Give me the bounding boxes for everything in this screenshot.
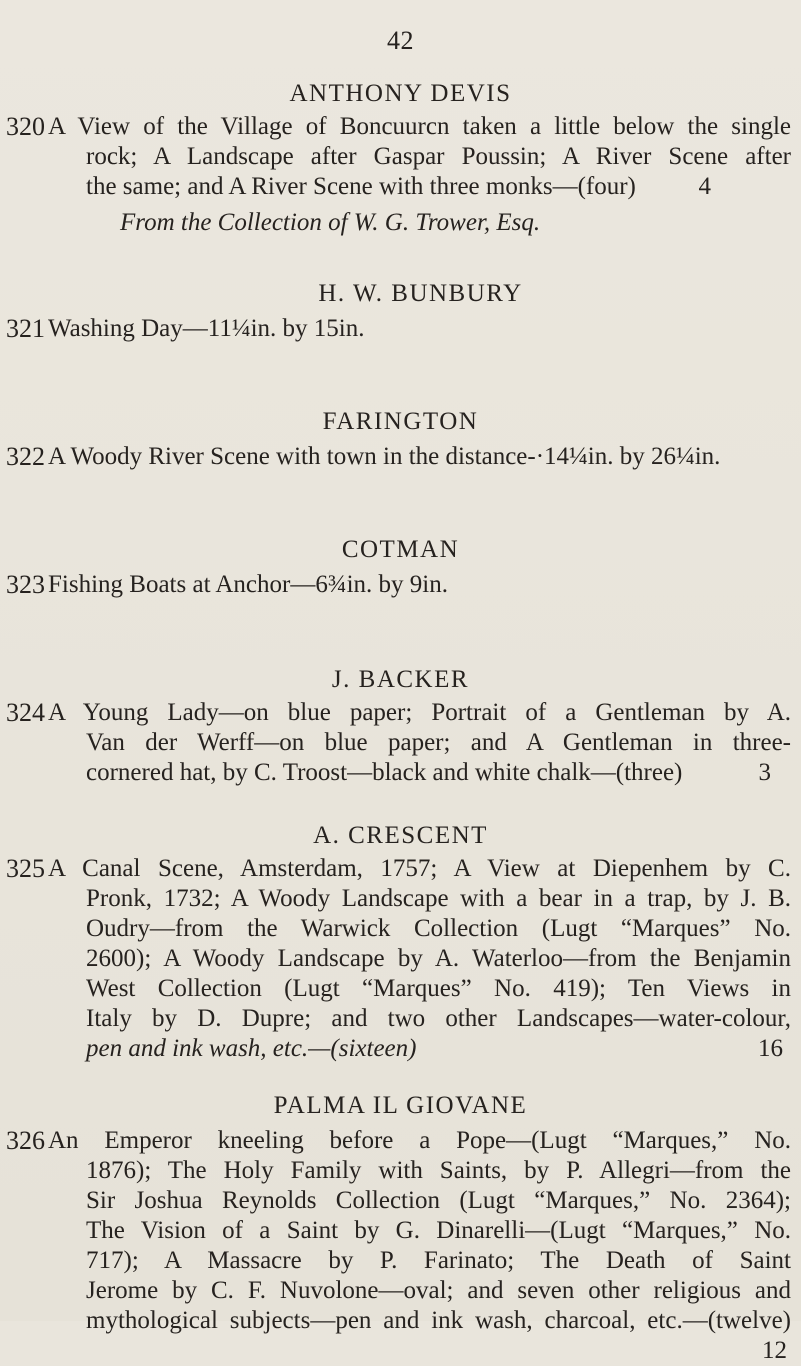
lot-description-line: Italy by D. Dupre; and two other Landscapes—water-colour, bbox=[86, 1005, 791, 1032]
lot-description-line: 2600); A Woody Landscape by A. Waterloo—from the Benjamin bbox=[86, 945, 791, 972]
lot-description-line: Oudry—from the Warwick Collection (Lugt “Marques” No. bbox=[86, 915, 791, 942]
lot-quantity: 3 bbox=[758, 759, 771, 786]
lot-description-line: Pronk, 1732; A Woody Landscape with a bear in a trap, by J. B. bbox=[86, 885, 791, 912]
lot-number: 325 bbox=[6, 854, 45, 883]
lot-description-line: mythological subjects—pen and ink wash, charcoal, etc.—(twelve) bbox=[86, 1307, 791, 1334]
lot-description-line: pen and ink wash, etc.—(sixteen) bbox=[86, 1035, 417, 1062]
artist-heading: FARINGTON bbox=[322, 408, 479, 435]
lot-description-line: Van der Werff—on blue paper; and A Gentleman in three- bbox=[86, 729, 791, 756]
lot-description-line: cornered hat, by C. Troost—black and white chalk—(three) bbox=[86, 759, 683, 786]
lot-description-line: Fishing Boats at Anchor—6¾in. by 9in. bbox=[48, 571, 448, 598]
lot-description-line: 717); A Massacre by P. Farinato; The Death of Saint bbox=[86, 1247, 791, 1274]
page-number: 42 bbox=[387, 26, 414, 55]
lot-description-line: West Collection (Lugt “Marques” No. 419); Ten Views in bbox=[86, 975, 791, 1002]
lot-description-line: The Vision of a Saint by G. Dinarelli—(Lugt “Marques,” No. bbox=[86, 1217, 791, 1244]
artist-heading: A. CRESCENT bbox=[313, 822, 488, 849]
lot-description-line: the same; and A River Scene with three monks—(four) bbox=[86, 173, 636, 200]
lot-quantity: 4 bbox=[698, 173, 711, 200]
artist-heading: COTMAN bbox=[341, 536, 460, 563]
lot-description-line: Jerome by C. F. Nuvolone—oval; and seven other religious and bbox=[86, 1277, 791, 1304]
provenance-note: From the Collection of W. G. Trower, Esq. bbox=[120, 209, 541, 236]
lot-number: 324 bbox=[6, 698, 45, 727]
lot-description-line: A Canal Scene, Amsterdam, 1757; A View at Diepenhem by C. bbox=[48, 855, 791, 882]
lot-description-line: An Emperor kneeling before a Pope—(Lugt “Marques,” No. bbox=[48, 1127, 791, 1154]
lot-description-line: A View of the Village of Boncuurcn taken a little below the single bbox=[48, 113, 791, 140]
lot-number: 323 bbox=[6, 570, 45, 599]
lot-quantity: 16 bbox=[758, 1035, 783, 1062]
lot-description-line: rock; A Landscape after Gaspar Poussin; A River Scene after bbox=[86, 143, 791, 170]
lot-description-line: Washing Day—11¼in. by 15in. bbox=[48, 315, 365, 342]
lot-description-line: Sir Joshua Reynolds Collection (Lugt “Marques,” No. 2364); bbox=[86, 1187, 791, 1214]
lot-number: 326 bbox=[6, 1126, 45, 1155]
lot-number: 321 bbox=[6, 314, 45, 343]
lot-description-line: A Young Lady—on blue paper; Portrait of a Gentleman by A. bbox=[48, 699, 791, 726]
artist-heading: ANTHONY DEVIS bbox=[289, 80, 512, 107]
lot-quantity: 12 bbox=[762, 1337, 787, 1364]
artist-heading: J. BACKER bbox=[331, 666, 470, 693]
lot-description-line: A Woody River Scene with town in the distance-·14¼in. by 26¼in. bbox=[48, 443, 721, 470]
lot-number: 322 bbox=[6, 442, 45, 471]
lot-number: 320 bbox=[6, 112, 45, 141]
artist-heading: PALMA IL GIOVANE bbox=[273, 1092, 528, 1119]
artist-heading: H. W. BUNBURY bbox=[318, 280, 523, 307]
lot-description-line: 1876); The Holy Family with Saints, by P. Allegri—from the bbox=[86, 1157, 791, 1184]
